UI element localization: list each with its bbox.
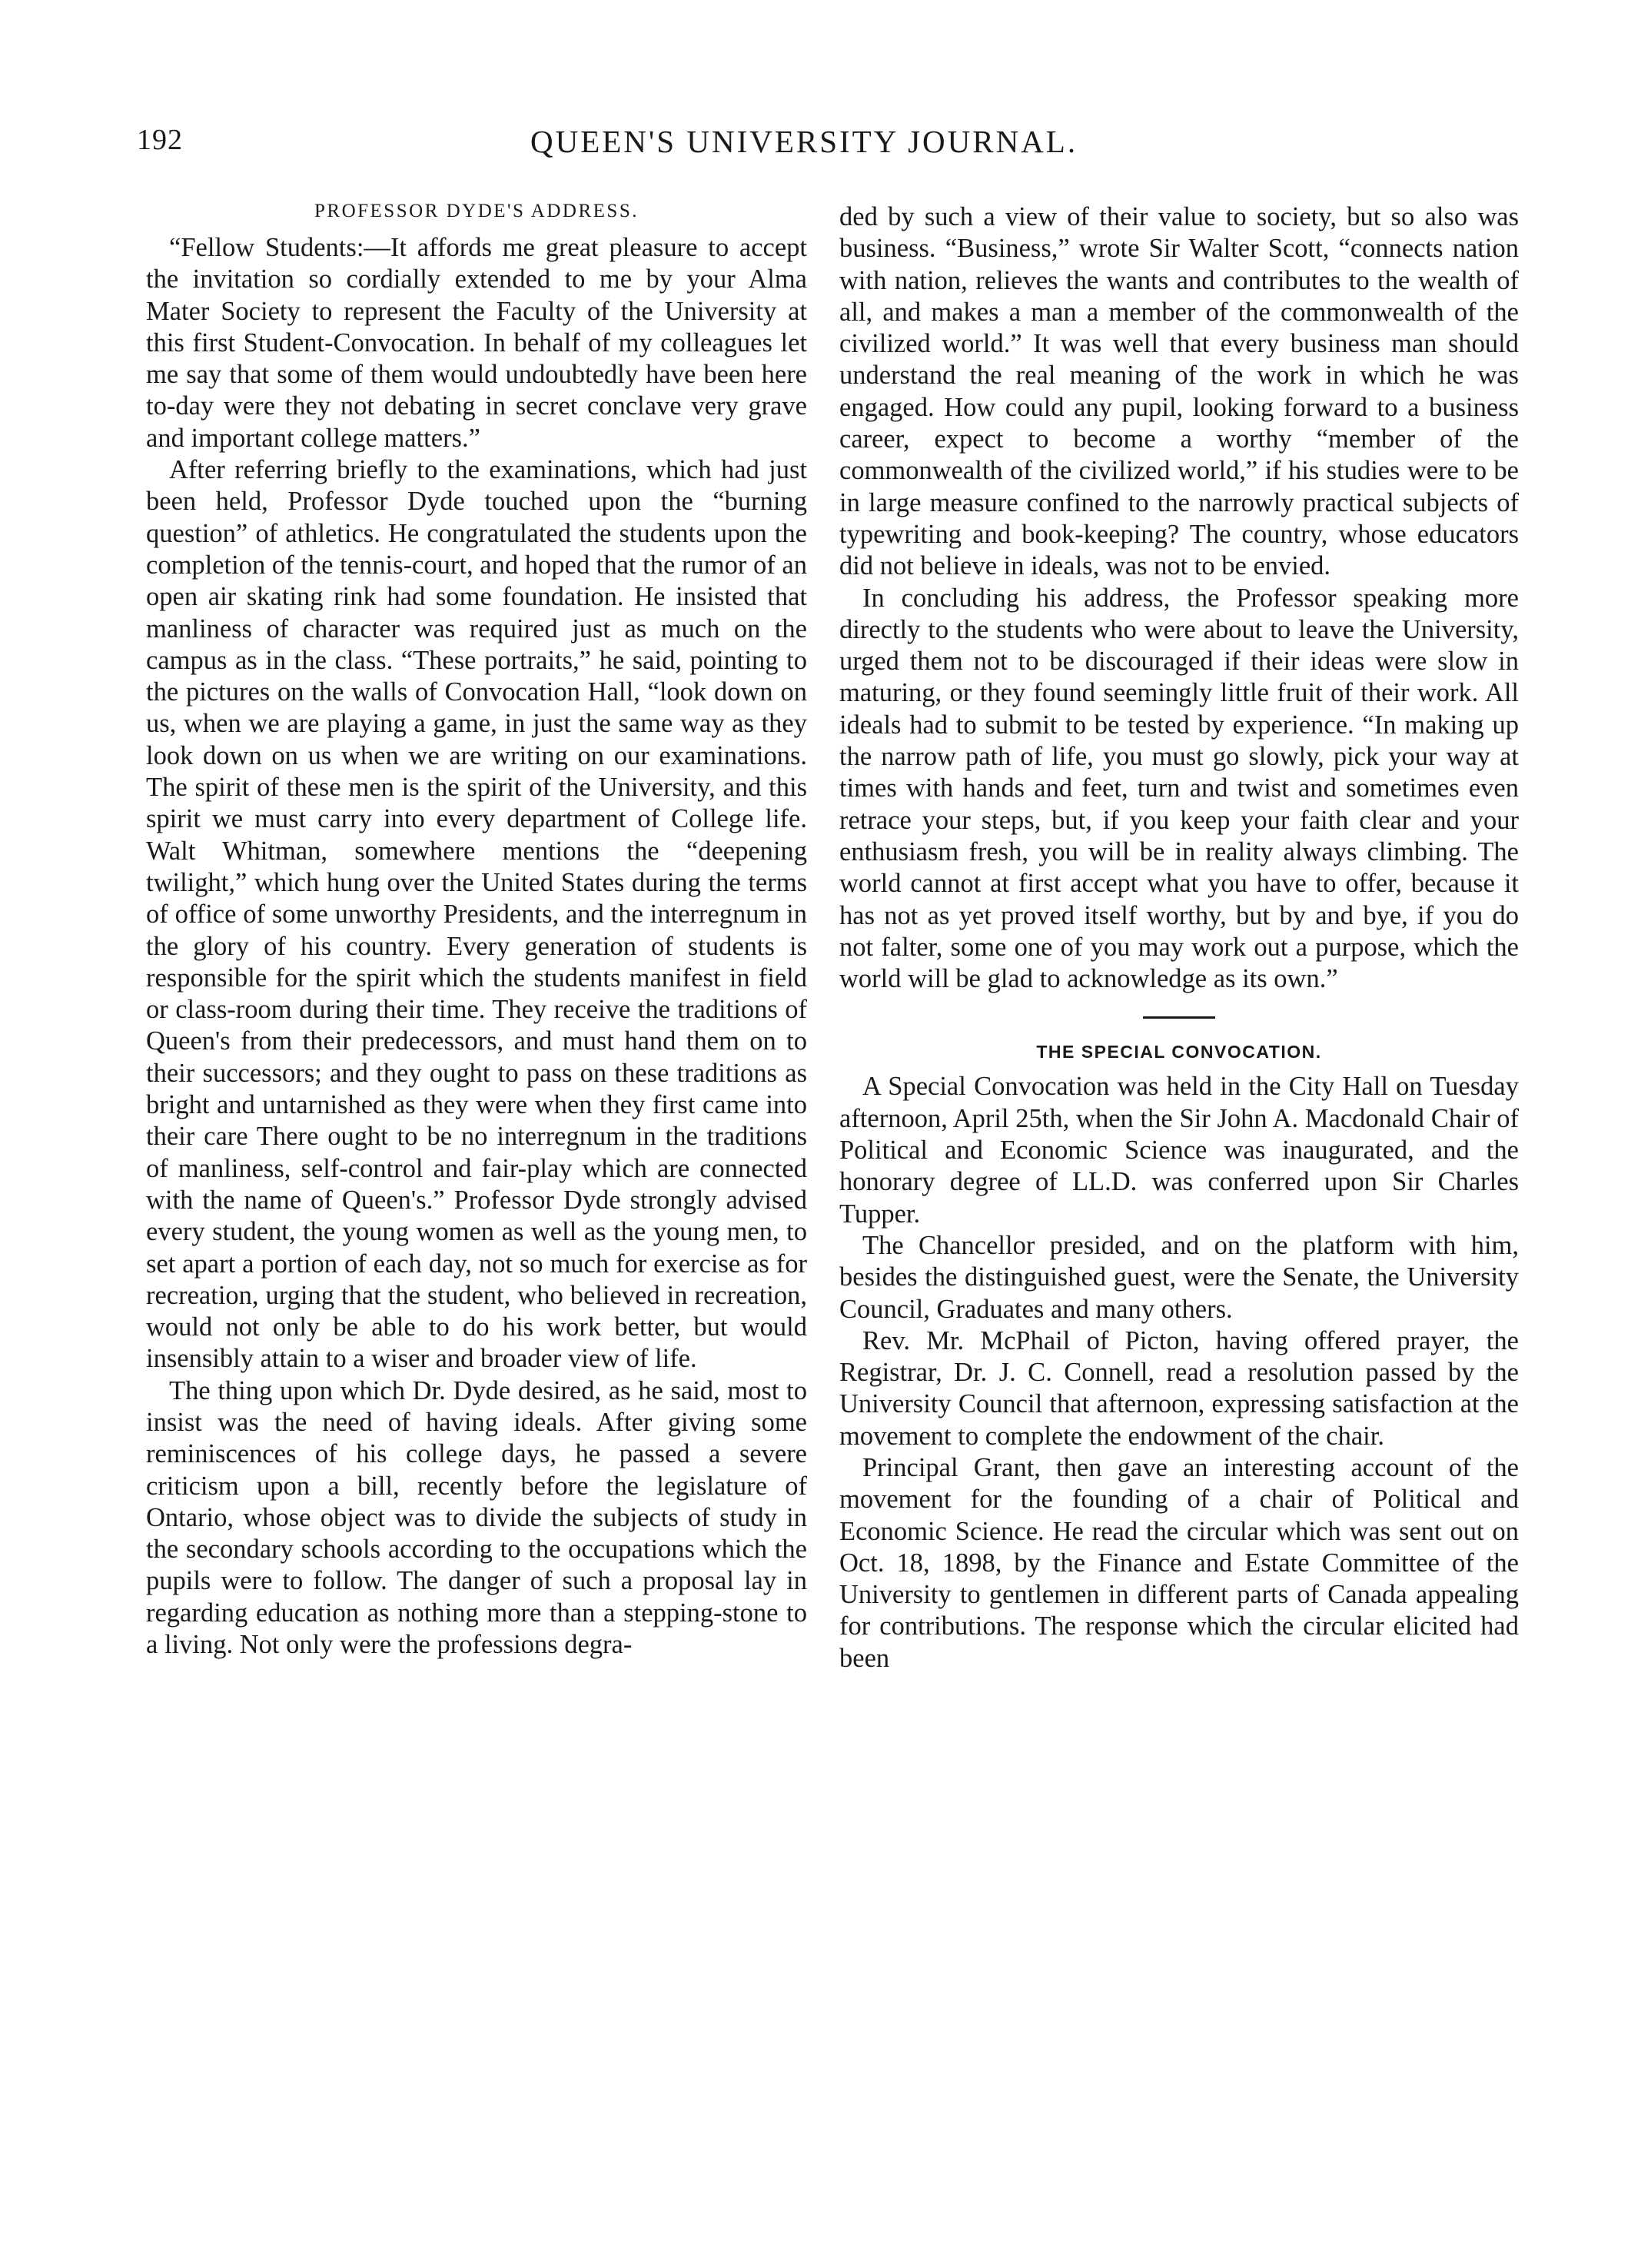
- paragraph: “Fellow Students:—It affords me great pleasure to accept the invitation so cordially extended to me by your Alma Mater Society to represent the Faculty of the University at this first Student-Convocation. In behalf of my colleagues let me say that some of them would undoubtedly have been here to-day were they not debating in secret conclave very grave and important college matters.”: [146, 233, 807, 453]
- paragraph: The thing upon which Dr. Dyde desired, as he said, most to insist was the need of having ideals. After giving some reminiscences of his college days, he passed a severe criticism upon a bill, recently before the legislature of Ontario, whose object was to divide the subjects of study in the secondary schools according to the occupations which the pupils were to follow. The danger of such a proposal lay in regarding education as nothing more than a stepping-stone to a living. Not only were the professions degra-: [146, 1375, 807, 1660]
- paragraph: In concluding his address, the Professor speaking more directly to the students who were about to leave the University, urged them not to be discouraged if their ideas were slow in maturing, or they found seemingly little fruit of their work. All ideals had to submit to be tested by experience. “In making up the narrow path of life, you must go slowly, pick your way at times with hands and feet, turn and twist and sometimes even retrace your steps, but, if you keep your faith clear and your enthusiasm fresh, you will be in reality always climbing. The world cannot at first accept what you have to offer, because it has not as yet proved itself worthy, but by and bye, if you do not falter, some one of you may work out a purpose, which the world will be glad to acknowledge as its own.”: [839, 583, 1519, 994]
- paragraph: Rev. Mr. McPhail of Picton, having offered prayer, the Registrar, Dr. J. C. Connell, read a resolution passed by the University Council that afternoon, expressing satisfaction at the movement to complete the endowment of the chair.: [839, 1325, 1519, 1451]
- paragraph-continued: ded by such a view of their value to society, but so also was business. “Business,” wrote Sir Walter Scott, “connects nation with nation, relieves the wants and contributes to the wealth of all, and makes a man a member of the commonwealth of the civilized world.” It was well that every business man should understand the real meaning of the work in which he was engaged. How could any pupil, looking forward to a business career, expect to become a worthy “member of the commonwealth of the civilized world,” if his studies were to be in large measure confined to the narrowly practical subjects of typewriting and book-keeping? The country, whose educators did not believe in ideals, was not to be envied.: [839, 202, 1519, 581]
- section-divider: [1143, 1016, 1215, 1019]
- paragraph: A Special Convocation was held in the City Hall on Tuesday afternoon, April 25th, when the Sir John A. Macdonald Chair of Political and Economic Science was inaugurated, and the honorary degree of LL.D. was conferred upon Sir Charles Tupper.: [839, 1072, 1519, 1229]
- page-number: 192: [137, 124, 183, 156]
- paragraph: Principal Grant, then gave an interesting account of the movement for the founding of a chair of Political and Economic Science. He read the circular which was sent out on Oct. 18, 1898, by the Finance and Estate Committee of the University to gentlemen in different parts of Canada appealing for contributions. The response which the circular elicited had been: [839, 1452, 1519, 1673]
- section-heading-dyde-address: PROFESSOR DYDE'S ADDRESS.: [314, 201, 639, 221]
- right-column: [839, 201, 1519, 1674]
- section-heading-special-convocation: THE SPECIAL CONVOCATION.: [1036, 1042, 1322, 1063]
- left-column: [146, 198, 807, 1661]
- paragraph: The Chancellor presided, and on the platform with him, besides the distinguished guest, were the Senate, the University Council, Graduates and many others.: [839, 1230, 1519, 1324]
- journal-title: QUEEN'S UNIVERSITY JOURNAL.: [530, 124, 1078, 159]
- paragraph: After referring briefly to the examinations, which had just been held, Professor Dyde touched upon the “burning question” of athletics. He congratulated the students upon the completion of the tennis-court, and hoped that the rumor of an open air skating rink had some foundation. He insisted that manliness of character was required just as much on the campus as in the class. “These portraits,” he said, pointing to the pictures on the walls of Convocation Hall, “look down on us, when we are playing a game, in just the same way as they look down on us when we are writing on our examinations. The spirit of these men is the spirit of the University, and this spirit we must carry into every department of College life. Walt Whitman, somewhere mentions the “deepening twilight,” which hung over the United States during the terms of office of some unworthy Presidents, and the interregnum in the glory of his country. Every generation of students is responsible for the spirit which the students manifest in field or class-room during their time. They receive the traditions of Queen's from their predecessors, and must hand them on to their successors; and they ought to pass on these traditions as bright and untarnished as they were when they first came into their care There ought to be no interregnum in the traditions of manliness, self-control and fair-play which are connected with the name of Queen's.” Professor Dyde strongly advised every student, the young women as well as the young men, to set apart a portion of each day, not so much for exercise as for recreation, urging that the student, who believed in recreation, would not only be able to do his work better, but would insensibly attain to a wiser and broader view of life.: [146, 455, 807, 1374]
